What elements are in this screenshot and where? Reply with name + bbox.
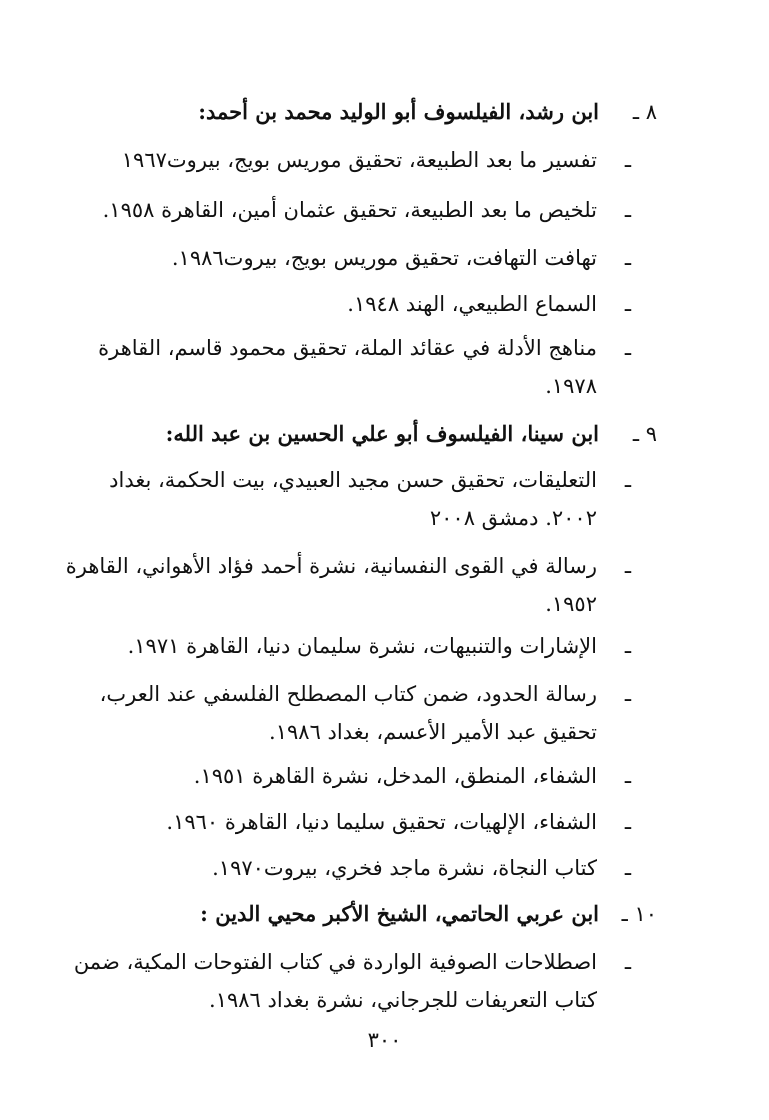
section-title: ابن عربي الحاتمي، الشيخ الأكبر محيي الدين : — [200, 901, 599, 926]
item-text: رسالة في القوى النفسانية، نشرة أحمد فؤاد الأهواني، القاهرة — [65, 554, 597, 578]
section-heading — [0, 414, 769, 454]
section-number: ١٠ ـ — [621, 902, 657, 926]
list-item — [0, 942, 769, 982]
item-dash: ـ — [624, 468, 631, 492]
item-dash: ـ — [624, 634, 631, 658]
list-item — [0, 546, 769, 586]
list-item — [0, 140, 769, 180]
section-title: ابن رشد، الفيلسوف أبو الوليد محمد بن أحمد: — [198, 99, 599, 124]
item-dash: ـ — [624, 246, 631, 270]
item-text: تهافت التهافت، تحقيق موريس بويج، بيروت١٩٨٦. — [171, 246, 597, 270]
list-item — [0, 626, 769, 666]
section-heading — [0, 894, 769, 934]
list-item-continuation — [0, 980, 769, 1020]
item-text: ٢٠٠٢. دمشق ٢٠٠٨ — [429, 506, 597, 530]
item-text: التعليقات، تحقيق حسن مجيد العبيدي، بيت الحكمة، بغداد — [109, 468, 597, 492]
item-text: ١٩٧٨. — [545, 374, 597, 398]
list-item — [0, 460, 769, 500]
item-dash: ـ — [624, 336, 631, 360]
item-dash: ـ — [624, 682, 631, 706]
list-item-continuation — [0, 366, 769, 406]
item-dash: ـ — [624, 856, 631, 880]
item-text: اصطلاحات الصوفية الواردة في كتاب الفتوحات المكية، ضمن — [73, 950, 597, 974]
list-item — [0, 238, 769, 278]
section-heading — [0, 92, 769, 132]
item-dash: ـ — [624, 198, 631, 222]
section-number: ٨ ـ — [632, 100, 657, 124]
item-dash: ـ — [624, 764, 631, 788]
item-text: تفسير ما بعد الطبيعة، تحقيق موريس بويج، بيروت١٩٦٧ — [121, 148, 597, 172]
item-text: الشفاء، الإلهيات، تحقيق سليما دنيا، القاهرة ١٩٦٠. — [166, 810, 597, 834]
list-item-continuation — [0, 712, 769, 752]
item-dash: ـ — [624, 950, 631, 974]
list-item — [0, 328, 769, 368]
item-text: ١٩٥٢. — [545, 592, 597, 616]
item-text: الشفاء، المنطق، المدخل، نشرة القاهرة ١٩٥١. — [193, 764, 597, 788]
item-text: كتاب النجاة، نشرة ماجد فخري، بيروت١٩٧٠. — [212, 856, 597, 880]
section-title: ابن سينا، الفيلسوف أبو علي الحسين بن عبد الله: — [165, 421, 599, 446]
item-dash: ـ — [624, 810, 631, 834]
page-number: ٣٠٠ — [367, 1028, 402, 1052]
section-number: ٩ ـ — [632, 422, 657, 446]
item-text: السماع الطبيعي، الهند ١٩٤٨. — [347, 292, 597, 316]
item-text: رسالة الحدود، ضمن كتاب المصطلح الفلسفي عند العرب، — [99, 682, 597, 706]
list-item — [0, 848, 769, 888]
list-item — [0, 674, 769, 714]
item-text: الإشارات والتنبيهات، نشرة سليمان دنيا، القاهرة ١٩٧١. — [127, 634, 597, 658]
item-text: كتاب التعريفات للجرجاني، نشرة بغداد ١٩٨٦. — [209, 988, 597, 1012]
list-item — [0, 284, 769, 324]
item-dash: ـ — [624, 554, 631, 578]
list-item — [0, 190, 769, 230]
item-dash: ـ — [624, 148, 631, 172]
list-item-continuation — [0, 584, 769, 624]
list-item — [0, 756, 769, 796]
item-text: تحقيق عبد الأمير الأعسم، بغداد ١٩٨٦. — [269, 720, 597, 744]
item-dash: ـ — [624, 292, 631, 316]
list-item-continuation — [0, 498, 769, 538]
item-text: تلخيص ما بعد الطبيعة، تحقيق عثمان أمين، القاهرة ١٩٥٨. — [102, 198, 597, 222]
item-text: مناهج الأدلة في عقائد الملة، تحقيق محمود قاسم، القاهرة — [98, 336, 597, 360]
list-item — [0, 802, 769, 842]
